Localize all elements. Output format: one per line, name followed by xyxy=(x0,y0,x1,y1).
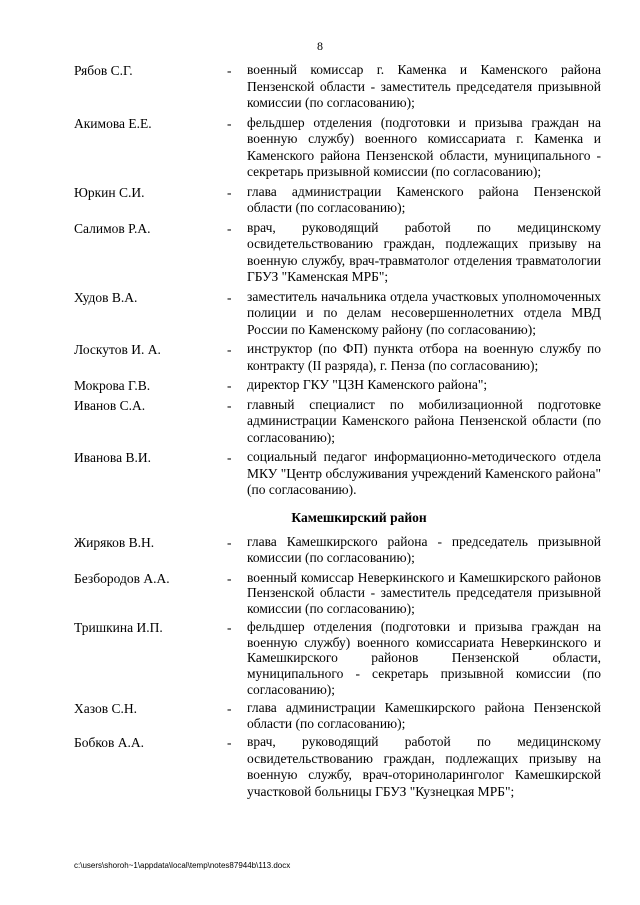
member-row xyxy=(74,377,604,394)
member-row xyxy=(74,700,604,731)
member-name: Худов В.А. xyxy=(74,289,138,305)
member-role: социальный педагог информационно-методического отдела МКУ "Центр обслуживания учреждений Каменского района" (по согласованию). xyxy=(247,449,601,497)
member-row xyxy=(74,534,604,567)
member-role: главный специалист по мобилизационной подготовке администрации Каменского района Пензенской области (по согласованию); xyxy=(247,396,601,445)
member-role: глава администрации Каменского района Пензенской области (по согласованию); xyxy=(247,183,601,215)
member-name: Бобков А.А. xyxy=(74,735,144,751)
member-role: глава Камешкирского района - председатель призывной комиссии (по согласованию); xyxy=(247,533,601,565)
commission-list xyxy=(74,62,604,803)
member-row xyxy=(74,184,604,217)
member-dash: - xyxy=(227,701,232,717)
member-dash: - xyxy=(227,735,232,751)
member-dash: - xyxy=(227,397,232,413)
member-dash: - xyxy=(227,184,232,200)
member-role: директор ГКУ "ЦЗН Каменского района"; xyxy=(247,377,488,392)
member-role: военный комиссар Неверкинского и Камешкирского районов Пензенской области - заместитель председателя призывной комиссии (по согласованию); xyxy=(247,569,601,616)
member-name: Безбородов А.А. xyxy=(74,570,170,586)
page-number: 8 xyxy=(317,39,323,53)
member-role: фельдшер отделения (подготовки и призыва граждан на военную службу) военного комиссариата г. Каменка и Каменского района Пензенской области, муниципального - секретарь призывной комиссии (по согласованию); xyxy=(247,114,601,179)
member-dash: - xyxy=(227,342,232,357)
member-row xyxy=(74,619,604,697)
member-row xyxy=(74,397,604,447)
member-role: военный комиссар г. Каменка и Каменского района Пензенской области - заместитель председателя призывной комиссии (по согласованию); xyxy=(247,62,601,110)
member-dash: - xyxy=(227,115,232,131)
file-path-footer: c:\users\shoroh~1\appdata\local\temp\notes87944b\113.docx xyxy=(74,861,291,870)
member-dash: - xyxy=(227,620,232,636)
member-role: глава администрации Камешкирского района Пензенской области (по согласованию); xyxy=(247,700,601,731)
member-role: инструктор (по ФП) пункта отбора на военную службу по контракту (II разряда), г. Пенза (по согласованию); xyxy=(247,341,601,373)
member-name: Акимова Е.Е. xyxy=(74,115,152,131)
member-dash: - xyxy=(227,220,232,236)
member-row xyxy=(74,62,604,112)
member-name: Рябов С.Г. xyxy=(74,63,133,78)
member-row xyxy=(74,734,604,800)
member-row xyxy=(74,570,604,617)
member-name: Иванов С.А. xyxy=(74,397,146,413)
member-name: Иванова В.И. xyxy=(74,450,151,465)
member-role: фельдшер отделения (подготовки и призыва граждан на военную службу) военного комиссариата Неверкинского и Камешкирского районов Пензенской области, муниципального - секретарь призывной комиссии (по согласованию); xyxy=(247,619,601,697)
member-dash: - xyxy=(227,450,232,465)
member-dash: - xyxy=(227,63,232,78)
member-row xyxy=(74,341,604,374)
member-name: Салимов Р.А. xyxy=(74,220,151,236)
member-role: заместитель начальника отдела участковых уполномоченных полиции и по делам несовершеннолетних отдела МВД России по Каменскому району (по согласованию); xyxy=(247,288,601,337)
member-role: врач, руководящий работой по медицинскому освидетельствованию граждан, подлежащих призыву на военную службу, врач-оториноларинголог Камешкирской участковой больницы ГБУЗ "Кузнецкая МРБ"; xyxy=(247,734,601,799)
member-name: Мокрова Г.В. xyxy=(74,378,151,393)
member-dash: - xyxy=(227,570,232,586)
member-name: Юркин С.И. xyxy=(74,184,145,200)
member-name: Хазов С.Н. xyxy=(74,701,137,717)
section-title: Камешкирский район xyxy=(291,509,427,525)
member-row xyxy=(74,449,604,499)
member-role: врач, руководящий работой по медицинскому освидетельствованию граждан, подлежащих призыву на военную службу, врач-травматолог отделения травматологии ГБУЗ "Каменская МРБ"; xyxy=(247,219,601,284)
member-dash: - xyxy=(227,289,232,305)
member-name: Жиряков В.Н. xyxy=(74,534,155,550)
member-name: Тришкина И.П. xyxy=(74,620,163,636)
member-dash: - xyxy=(227,534,232,550)
member-name: Лоскутов И. А. xyxy=(74,342,161,357)
member-dash: - xyxy=(227,378,232,393)
member-row xyxy=(74,289,604,339)
member-row xyxy=(74,220,604,286)
member-row xyxy=(74,115,604,181)
